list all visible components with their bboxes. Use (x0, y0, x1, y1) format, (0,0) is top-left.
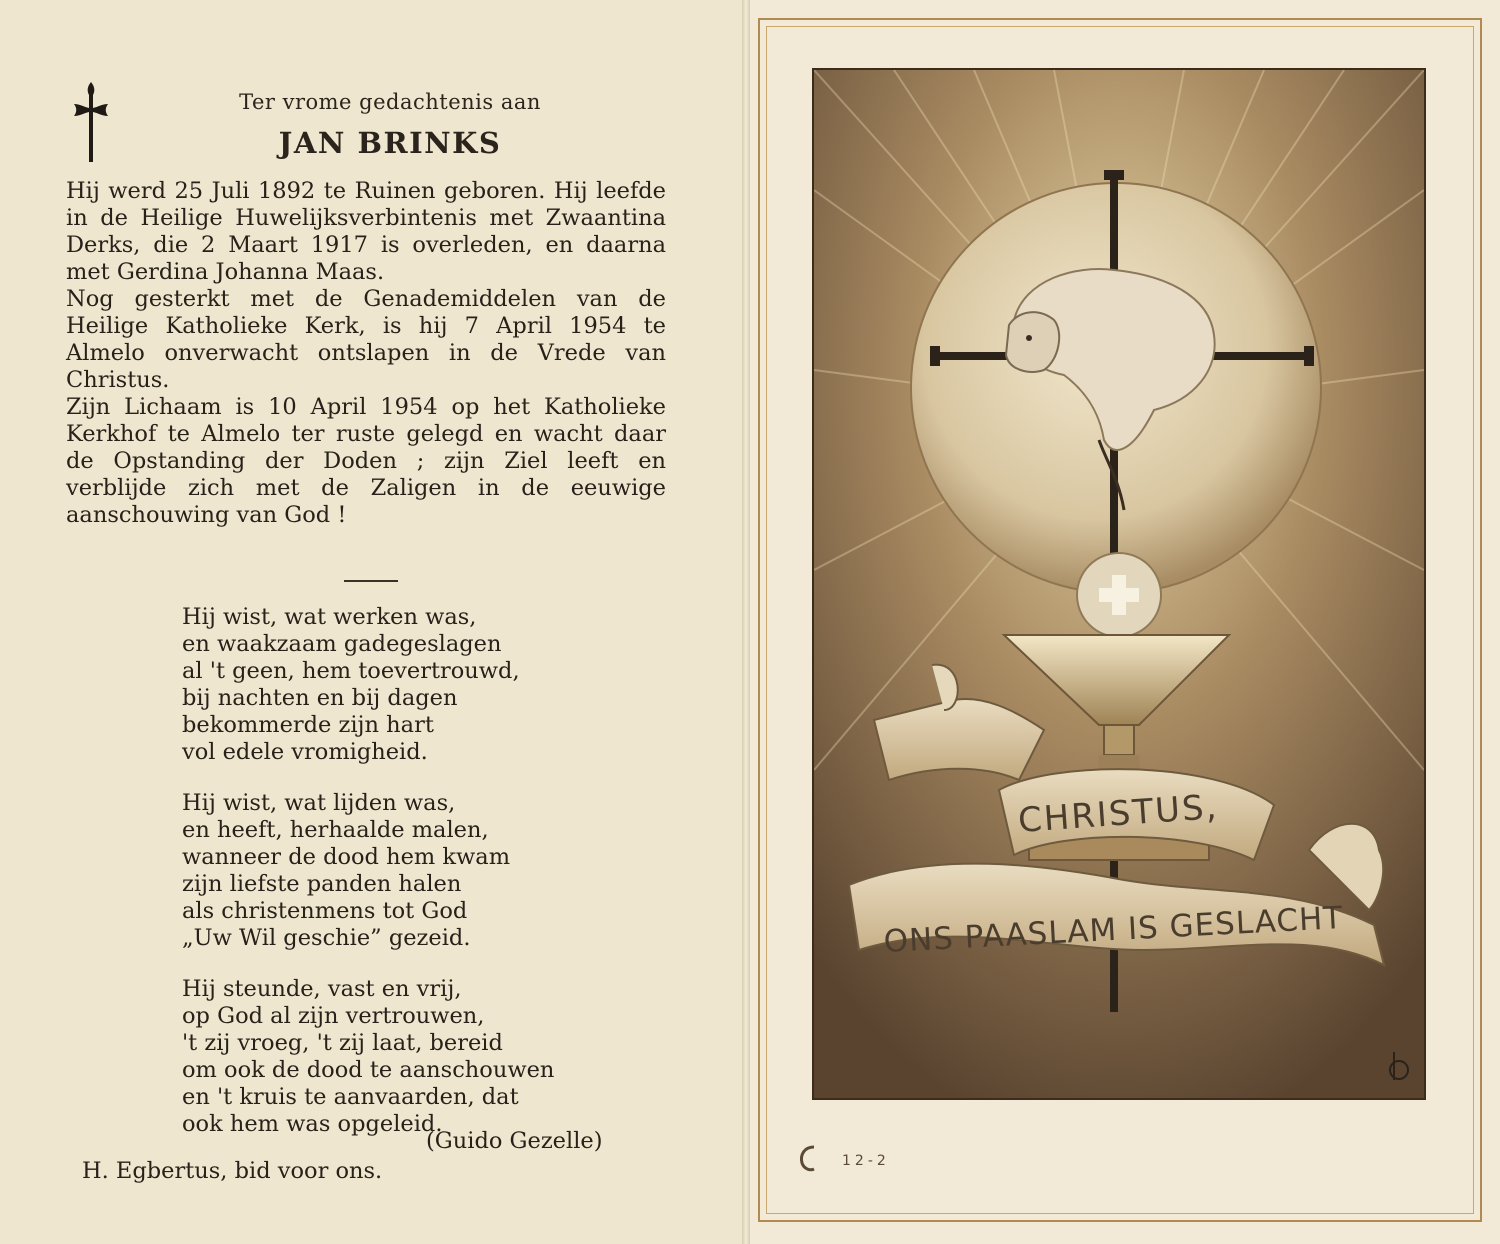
poem-line: ook hem was opgeleid. (182, 1111, 443, 1137)
poem-line: bij nachten en bij dagen (182, 685, 458, 711)
cross-icon (66, 78, 116, 166)
poem-line: 't zij vroeg, 't zij laat, bereid (182, 1030, 503, 1056)
host-cross-icon (1077, 553, 1161, 637)
poem-line: en 't kruis te aanvaarden, dat (182, 1084, 519, 1110)
biography-paragraph: Nog gesterkt met de Genademiddelen van de Heilige Katholieke Kerk, is hij 7 April 1954 te Almelo onverwacht ontslapen in de Vrede van Christus. (66, 286, 666, 393)
poem-line: als christenmens tot God (182, 898, 468, 924)
deceased-name: JAN BRINKS (278, 126, 502, 160)
poem (182, 604, 662, 1162)
poem-line: zijn liefste panden halen (182, 871, 462, 897)
biography-paragraph: Hij werd 25 Juli 1892 te Ruinen geboren. Hij leefde in de Heilige Huwelijksverbintenis met Zwaantina Derks, die 2 Maart 1917 is overleden, en daarna met Gerdina Johanna Maas. (66, 178, 666, 285)
print-number: 12-2 (842, 1153, 890, 1169)
poem-author: (Guido Gezelle) (426, 1128, 603, 1154)
poem-stanza (182, 604, 662, 766)
poem-stanza (182, 790, 662, 952)
banner-bottom-text: ONS PAASLAM IS GESLACHT (882, 899, 1345, 961)
poem-line: vol edele vromigheid. (182, 739, 428, 765)
poem-line: op God al zijn vertrouwen, (182, 1003, 485, 1029)
divider (344, 580, 398, 582)
card-fold (742, 0, 750, 1244)
devotional-illustration (812, 68, 1426, 1100)
biography (66, 178, 666, 529)
text-page (0, 0, 742, 1244)
poem-line: Hij wist, wat werken was, (182, 604, 477, 630)
poem-line: al 't geen, hem toevertrouwd, (182, 658, 520, 684)
poem-line: bekommerde zijn hart (182, 712, 434, 738)
poem-line: Hij wist, wat lijden was, (182, 790, 456, 816)
poem-line: wanneer de dood hem kwam (182, 844, 511, 870)
poem-line: Hij steunde, vast en vrij, (182, 976, 462, 1002)
biography-paragraph: Zijn Lichaam is 10 April 1954 op het Katholieke Kerkhof te Almelo ter ruste gelegd en wacht daar de Opstanding der Doden ; zijn Ziel leeft en verblijde zich met de Zaligen in de eeuwige aanschouwing van God ! (66, 394, 666, 528)
poem-line: en waakzaam gadegeslagen (182, 631, 502, 657)
poem-line: en heeft, herhaalde malen, (182, 817, 489, 843)
poem-line: „Uw Wil geschie” gezeid. (182, 925, 471, 951)
poem-line: om ook de dood te aanschouwen (182, 1057, 555, 1083)
memorial-heading: Ter vrome gedachtenis aan (239, 90, 541, 114)
banner-top-text: CHRISTUS, (1016, 787, 1220, 841)
closing-prayer: H. Egbertus, bid voor ons. (82, 1158, 383, 1184)
poem-stanza (182, 976, 662, 1138)
publisher-mark-icon (796, 1143, 818, 1173)
